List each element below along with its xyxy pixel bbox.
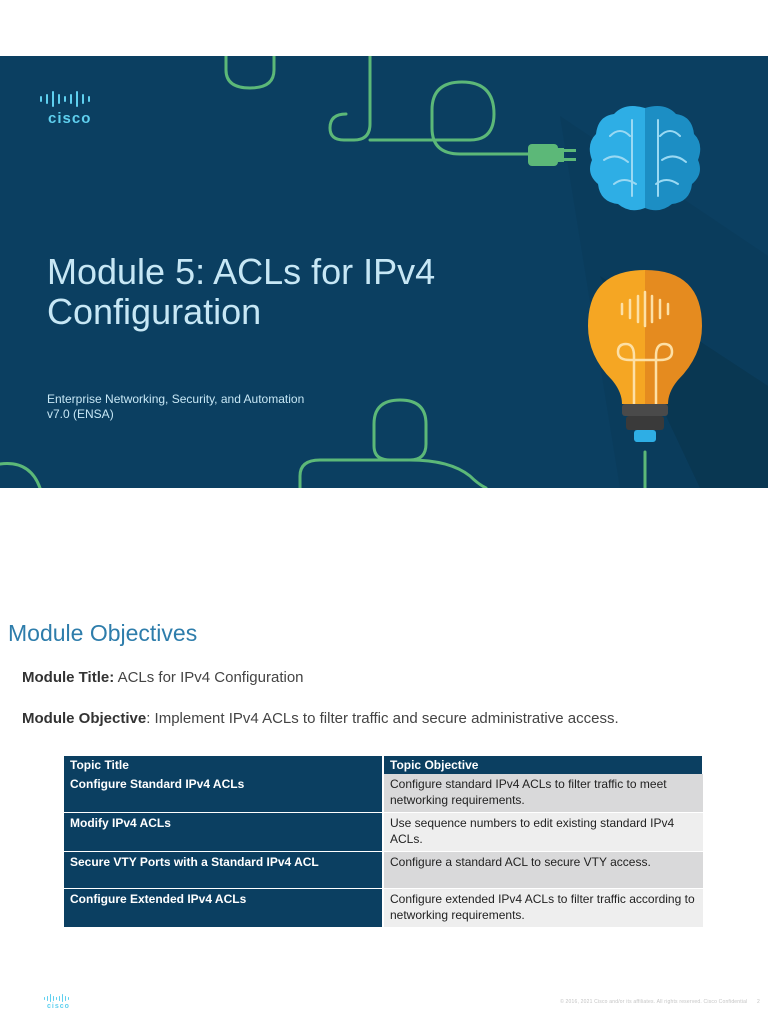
cisco-logo (40, 90, 91, 127)
footer-text: © 2016, 2021 Cisco and/or its affiliates. All rights reserved. Cisco Confidential (560, 999, 748, 1005)
slide-subtitle: Enterprise Networking, Security, and Automation v7.0 (ENSA) (47, 392, 305, 421)
topic-objective-cell: Use sequence numbers to edit existing standard IPv4 ACLs. (383, 813, 703, 852)
topic-title-cell: Configure Extended IPv4 ACLs (64, 889, 383, 928)
topic-title-cell: Configure Standard IPv4 ACLs (64, 774, 383, 813)
topic-objective-cell: Configure extended IPv4 ACLs to filter traffic according to networking requirements. (383, 889, 703, 928)
objectives-heading: Module Objectives (8, 620, 198, 646)
module-objective-line (22, 710, 619, 727)
topic-objective-cell: Configure standard IPv4 ACLs to filter traffic to meet networking requirements. (383, 774, 703, 813)
topic-title-cell: Secure VTY Ports with a Standard IPv4 ACL (64, 852, 383, 889)
cisco-bars-icon (40, 90, 91, 108)
slide-title: Module 5: ACLs for IPv4 Configuration (47, 251, 436, 332)
header-topic-objective: Topic Objective (383, 756, 703, 774)
table-row (64, 889, 703, 928)
topic-objective-cell: Configure a standard ACL to secure VTY access. (383, 852, 703, 889)
header-topic-title: Topic Title (64, 756, 383, 774)
footer-cisco-logo (44, 994, 70, 1010)
table-row (64, 813, 703, 852)
table-row (64, 774, 703, 813)
module-title-value: ACLs for IPv4 Configuration (117, 669, 304, 686)
page-number: 2 (757, 999, 760, 1005)
module-title-label: Module Title: (22, 669, 115, 686)
table-header-row (64, 756, 703, 774)
brain-icon (590, 106, 701, 210)
cisco-wordmark: cisco (48, 110, 92, 127)
table-row (64, 852, 703, 889)
footer-cisco-bars-icon (44, 994, 70, 1002)
footer-cisco-wordmark: cisco (47, 1003, 70, 1010)
topics-table (64, 756, 704, 928)
title-slide (0, 56, 768, 488)
footer-copyright (470, 999, 760, 1005)
module-title-line (22, 669, 304, 686)
topic-title-cell: Modify IPv4 ACLs (64, 813, 383, 852)
module-objective-label: Module Objective (22, 710, 147, 727)
module-objective-value: : Implement IPv4 ACLs to filter traffic and secure administrative access. (146, 710, 619, 727)
